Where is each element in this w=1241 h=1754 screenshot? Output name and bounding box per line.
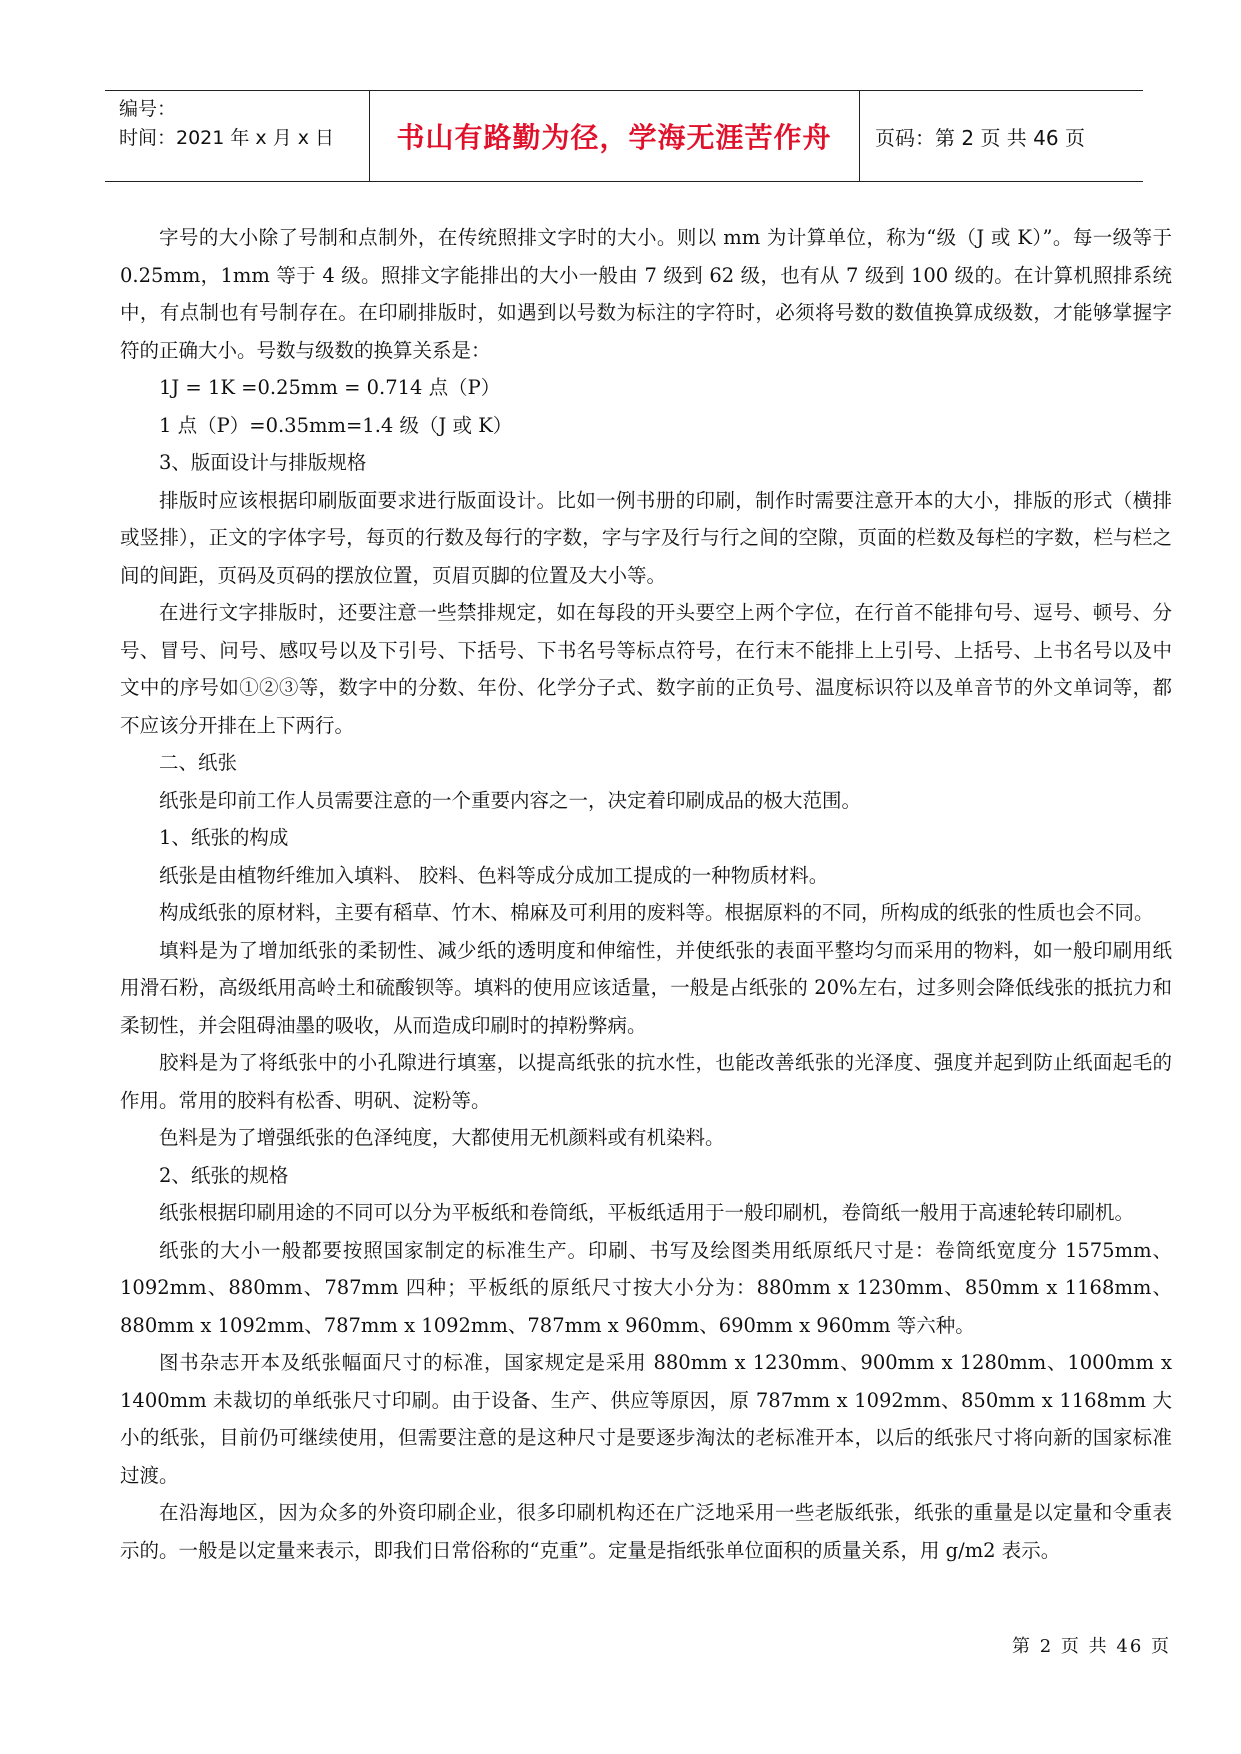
- section-heading: 二、纸张: [159, 751, 238, 774]
- formula-line: 1 点（P）=0.35mm=1.4 级（J 或 K）: [159, 413, 513, 437]
- section-heading: 1、纸张的构成: [159, 826, 289, 849]
- paragraph: 构成纸张的原材料，主要有稻草、竹木、棉麻及可利用的废料等。根据原料的不同，所构成的纸张的性质也会不同。: [159, 901, 1154, 924]
- document-body: [120, 219, 1172, 1569]
- header-page-info: 页码：第 2 页 共 46 页: [875, 125, 1085, 150]
- paragraph: 在沿海地区，因为众多的外资印刷企业，很多印刷机构还在广泛地采用一些老版纸张，纸张的重量是以定量和令重表示的。一般是以定量来表示，即我们日常俗称的“克重”。定量是指纸张单位面积的质量关系，用 g/m2 表示。: [120, 1501, 1172, 1562]
- page-header: [105, 90, 1143, 182]
- paragraph: 图书杂志开本及纸张幅面尺寸的标准，国家规定是采用 880mm x 1230mm、900mm x 1280mm、1000mm x 1400mm 未裁切的单纸张尺寸印刷。由于设备、生产、供应等原因，原 787mm x 1092mm、850mm x 1168mm 大小的纸张，目前仍可继续使用，但需要注意的是这种尺寸是要逐步淘汰的老标准开本，以后的纸张尺寸将向新的国家标准过渡。: [120, 1351, 1172, 1487]
- paragraph: 填料是为了增加纸张的柔韧性、减少纸的透明度和伸缩性，并使纸张的表面平整均匀而采用的物料，如一般印刷用纸用滑石粉，高级纸用高岭土和硫酸钡等。填料的使用应该适量，一般是占纸张的 20%左右，过多则会降低线张的抵抗力和柔韧性，并会阻碍油墨的吸收，从而造成印刷时的掉粉弊病。: [120, 938, 1172, 1037]
- paragraph: 字号的大小除了号制和点制外，在传统照排文字时的大小。则以 mm 为计算单位，称为“级（J 或 K）”。每一级等于 0.25mm，1mm 等于 4 级。照排文字能排出的大小一般由 7 级到 62 级，也有从 7 级到 100 级的。在计算机照排系统中，有点制也有号制存在。在印刷排版时，如遇到以号数为标注的字符时，必须将号数的数值换算成级数，才能够掌握字符的正确大小。号数与级数的换算关系是：: [120, 226, 1172, 362]
- paragraph: 色料是为了增强纸张的色泽纯度，大都使用无机颜料或有机染料。: [159, 1126, 725, 1149]
- header-motto: 书山有路勤为径，学海无涯苦作舟: [396, 121, 832, 154]
- header-divider-right: [859, 90, 860, 182]
- paragraph: 排版时应该根据印刷版面要求进行版面设计。比如一例书册的印刷，制作时需要注意开本的大小，排版的形式（横排或竖排），正文的字体字号，每页的行数及每行的字数，字与字及行与行之间的空隙，页面的栏数及每栏的字数，栏与栏之间的间距，页码及页码的摆放位置，页眉页脚的位置及大小等。: [120, 488, 1172, 587]
- paragraph: 胶料是为了将纸张中的小孔隙进行填塞，以提高纸张的抗水性，也能改善纸张的光泽度、强度并起到防止纸面起毛的作用。常用的胶料有松香、明矾、淀粉等。: [120, 1051, 1172, 1112]
- paragraph: 纸张根据印刷用途的不同可以分为平板纸和卷筒纸，平板纸适用于一般印刷机，卷筒纸一般用于高速轮转印刷机。: [159, 1201, 1135, 1224]
- page-footer: 第 2 页 共 46 页: [1012, 1636, 1171, 1657]
- header-meta: [119, 95, 334, 153]
- formula-line: 1J = 1K =0.25mm = 0.714 点（P）: [159, 376, 501, 399]
- time-label: 时间：2021 年 x 月 x 日: [119, 127, 335, 149]
- paragraph: 纸张是印前工作人员需要注意的一个重要内容之一，决定着印刷成品的极大范围。: [159, 788, 862, 812]
- paragraph: 在进行文字排版时，还要注意一些禁排规定，如在每段的开头要空上两个字位，在行首不能排句号、逗号、顿号、分号、冒号、问号、感叹号以及下引号、下括号、下书名号等标点符号，在行末不能排上上引号、上括号、上书名号以及中文中的序号如①②③等，数字中的分数、年份、化学分子式、数字前的正负号、温度标识符以及单音节的外文单词等，都不应该分开排在上下两行。: [120, 601, 1172, 737]
- paragraph: 纸张是由植物纤维加入填料、 胶料、色料等成分成加工提成的一种物质材料。: [159, 863, 829, 887]
- section-heading: 2、纸张的规格: [159, 1163, 289, 1187]
- section-heading: 3、版面设计与排版规格: [159, 451, 367, 474]
- header-bottom-rule: [105, 181, 1143, 182]
- paragraph: 纸张的大小一般都要按照国家制定的标准生产。印刷、书写及绘图类用纸原纸尺寸是：卷筒纸宽度分 1575mm、1092mm、880mm、787mm 四种；平板纸的原纸尺寸按大小分为：880mm x 1230mm、850mm x 1168mm、880mm x 1092mm、787mm x 1092mm、787mm x 960mm、690mm x 960mm 等六种。: [120, 1238, 1172, 1337]
- serial-label: 编号：: [119, 98, 177, 120]
